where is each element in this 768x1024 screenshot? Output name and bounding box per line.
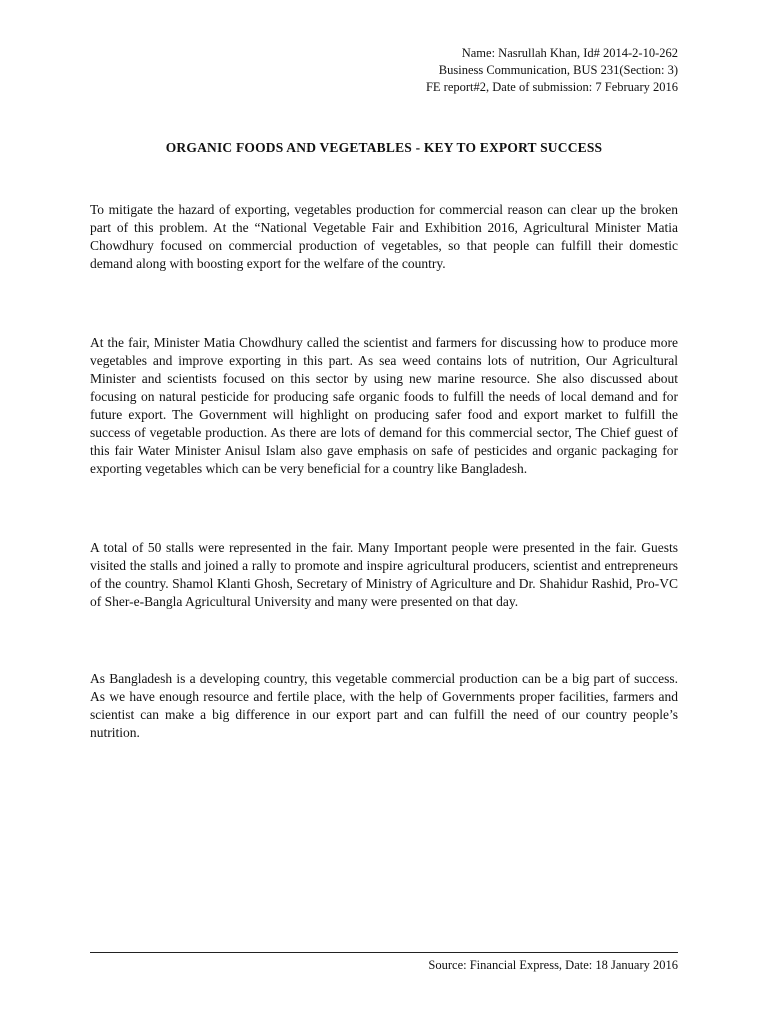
course-info: Business Communication, BUS 231(Section: 3) — [438, 63, 678, 77]
footer-source: Source: Financial Express, Date: 18 January 2016 — [428, 958, 678, 972]
paragraph-fair-discussion: At the fair, Minister Matia Chowdhury called the scientist and farmers for discussing how to produce more vegetables and improve exporting in this part. As sea weed contains lots of nutrition, Our Agricultural Minister and scientists focused on this sector by using new marine resource. She also discussed about focusing on natural pesticide for producing safe organic foods to fulfill the needs of local demand and for future export. The Government will highlight on producing safer food and export market to fulfill the success of vegetable production. As there are lots of demand for this commercial sector, The Chief guest of this fair Water Minister Anisul Islam also gave emphasis on safe of pesticides and organic packaging for exporting vegetables which can be very beneficial for a country like Bangladesh. — [90, 335, 678, 476]
paragraph-intro: To mitigate the hazard of exporting, vegetables production for commercial reason can clear up the broken part of this problem. At the “National Vegetable Fair and Exhibition 2016, Agricultural Minister Matia Chowdhury focused on commercial production of vegetables, so that people can fulfill their domestic demand along with boosting export for the welfare of the country. — [90, 202, 678, 271]
footer-divider — [90, 952, 678, 953]
document-title: ORGANIC FOODS AND VEGETABLES - KEY TO EXPORT SUCCESS — [165, 140, 603, 155]
report-submission-date: FE report#2, Date of submission: 7 February 2016 — [425, 80, 678, 94]
paragraph-stalls: A total of 50 stalls were represented in the fair. Many Important people were presented in the fair. Guests visited the stalls and joined a rally to promote and inspire agricultural producers, scientist and entrepreneurs of the country. Shamol Klanti Ghosh, Secretary of Ministry of Agriculture and Dr. Shahidur Rashid, Pro-VC of Sher-e-Bangla Agricultural University and many were presented on that day. — [90, 540, 678, 609]
author-header — [258, 45, 678, 96]
paragraph-conclusion: As Bangladesh is a developing country, this vegetable commercial production can be a big part of success. As we have enough resource and fertile place, with the help of Governments proper facilities, farmers and scientist can make a big difference in our export part and can fulfill the need of our country people’s nutrition. — [90, 671, 678, 740]
author-name-id: Name: Nasrullah Khan, Id# 2014-2-10-262 — [461, 46, 678, 60]
